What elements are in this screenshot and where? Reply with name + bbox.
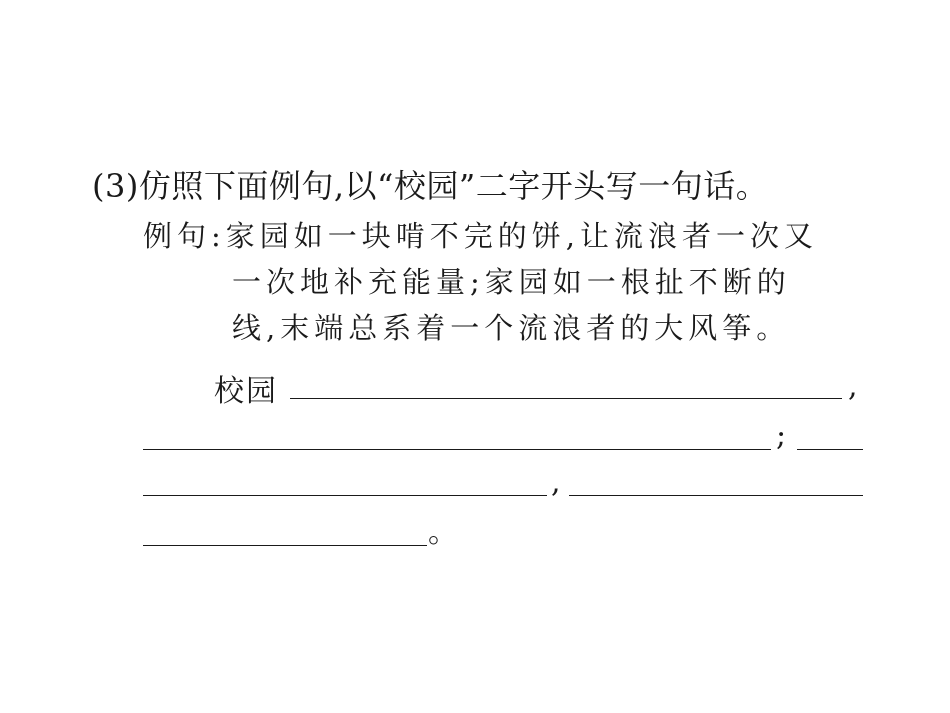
comma-punct-1: , xyxy=(848,369,858,404)
question-title: (3)仿照下面例句,以“校园”二字开头写一句话。 xyxy=(92,167,769,205)
answer-blank-3[interactable] xyxy=(797,449,863,450)
answer-blank-4[interactable] xyxy=(143,495,547,496)
semicolon-punct: ; xyxy=(776,418,787,453)
comma-punct-2: , xyxy=(551,465,561,500)
answer-blank-2[interactable] xyxy=(143,449,771,450)
example-line-3: 线,末端总系着一个流浪者的大风筝。 xyxy=(232,311,791,345)
example-line-1: 例句:家园如一块啃不完的饼,让流浪者一次又 xyxy=(143,219,818,253)
answer-lead-word: 校园 xyxy=(214,374,278,409)
answer-blank-1[interactable] xyxy=(290,398,842,399)
period-punct: 。 xyxy=(428,515,458,550)
answer-blank-6[interactable] xyxy=(143,545,427,546)
example-line-2: 一次地补充能量;家园如一根扯不断的 xyxy=(232,265,791,299)
answer-blank-5[interactable] xyxy=(569,495,863,496)
